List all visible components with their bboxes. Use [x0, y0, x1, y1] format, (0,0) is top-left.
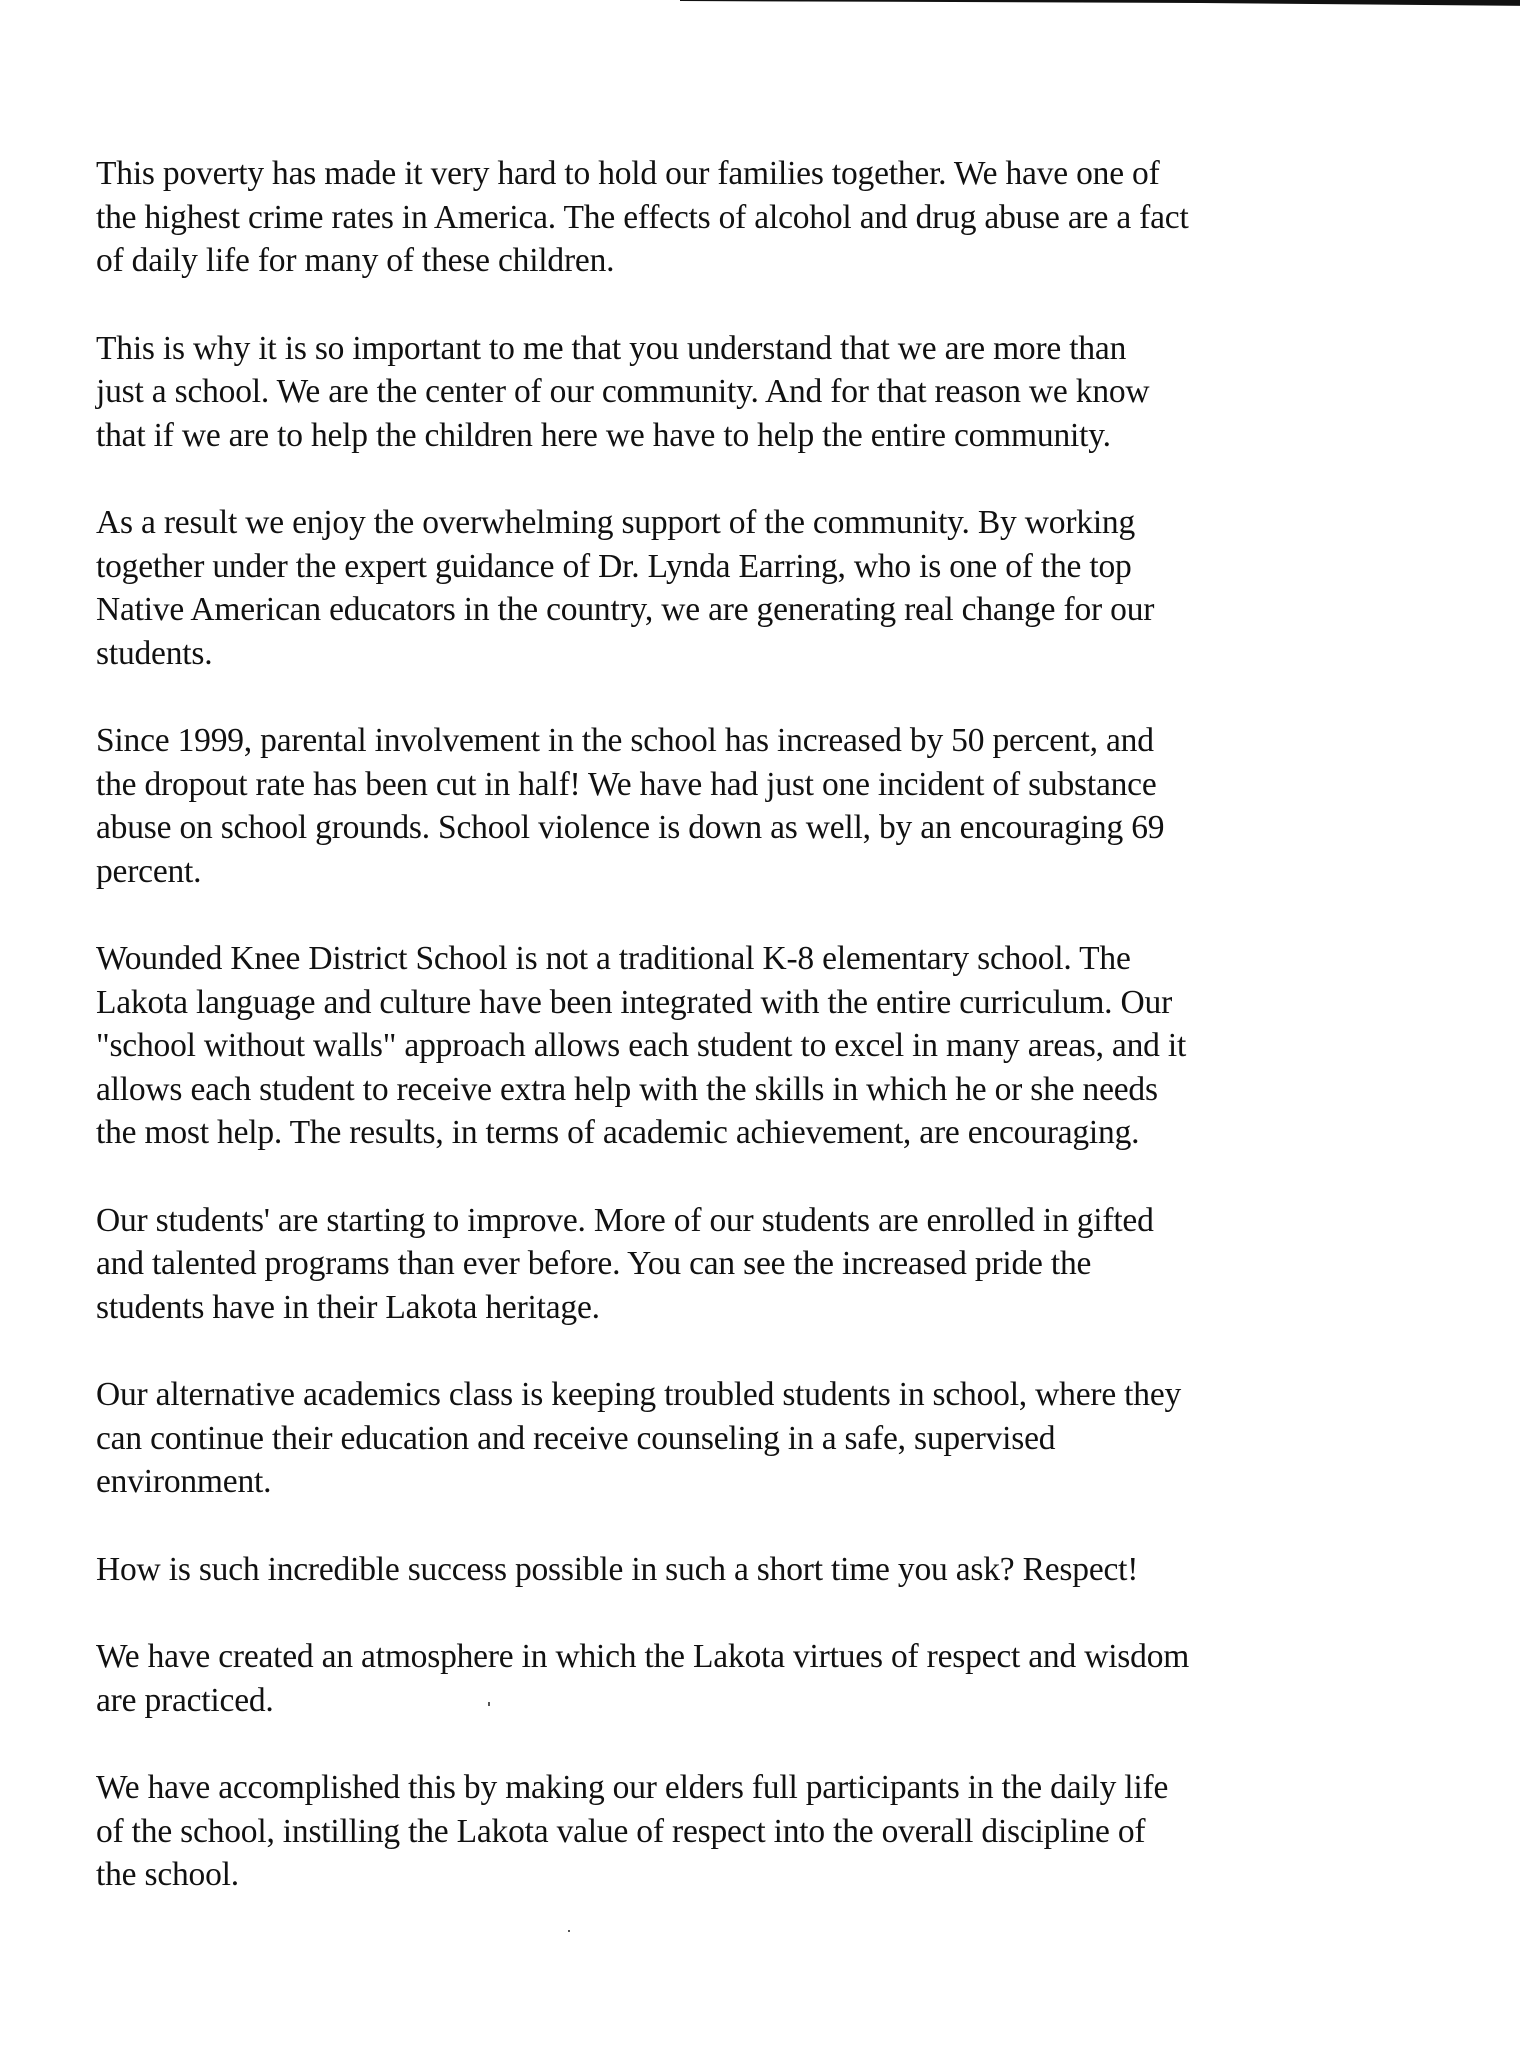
text-line: the school. [96, 1856, 239, 1893]
text-line: abuse on school grounds. School violence is down as well, by an encouraging 69 [96, 809, 1165, 846]
text-line: students have in their Lakota heritage. [96, 1288, 600, 1326]
text-line: This is why it is so important to me that you understand that we are more than [96, 329, 1127, 367]
paragraph-2 [96, 327, 1496, 458]
text-line: We have accomplished this by making our elders full participants in the daily life [96, 1769, 1169, 1806]
text-line: This poverty has made it very hard to hold our families together. We have one of [96, 155, 1160, 192]
paragraph-5 [96, 937, 1496, 1155]
text-line: Since 1999, parental involvement in the school has increased by 50 percent, and [96, 722, 1154, 759]
text-line: students. [96, 634, 213, 672]
scan-edge-line [680, 0, 1520, 10]
text-line: "school without walls" approach allows each student to excel in many areas, and it [96, 1027, 1187, 1064]
text-line: Our students' are starting to improve. More of our students are enrolled in gifted [96, 1201, 1154, 1239]
paragraph-8 [96, 1548, 1496, 1592]
text-line: allows each student to receive extra help with the skills in which he or she needs [96, 1070, 1158, 1108]
text-line: of daily life for many of these children. [96, 242, 615, 279]
paragraph-9 [96, 1635, 1496, 1722]
text-line: can continue their education and receive counseling in a safe, supervised [96, 1419, 1056, 1457]
text-line: percent. [96, 852, 202, 890]
paragraph-1 [96, 152, 1496, 283]
text-line: We have created an atmosphere in which the Lakota virtues of respect and wisdom [96, 1638, 1190, 1675]
paragraph-6 [96, 1199, 1496, 1330]
text-line: are practiced. [96, 1681, 274, 1719]
paragraph-7 [96, 1373, 1496, 1504]
text-line: together under the expert guidance of Dr. Lynda Earring, who is one of the top [96, 547, 1132, 585]
text-line: of the school, instilling the Lakota value of respect into the overall discipline of [96, 1812, 1146, 1850]
text-line: Native American educators in the country, we are generating real change for our [96, 591, 1155, 628]
text-line: Lakota language and culture have been integrated with the entire curriculum. Our [96, 983, 1173, 1021]
document-body [96, 152, 1496, 1941]
text-line: the most help. The results, in terms of academic achievement, are encouraging. [96, 1114, 1140, 1151]
text-line: As a result we enjoy the overwhelming support of the community. By working [96, 504, 1136, 541]
text-line: How is such incredible success possible in such a short time you ask? Respect! [96, 1550, 1139, 1588]
text-line: environment. [96, 1463, 272, 1500]
text-line: that if we are to help the children here we have to help the entire community. [96, 416, 1111, 454]
scan-speck [488, 1702, 490, 1706]
text-line: just a school. We are the center of our community. And for that reason we know [96, 373, 1150, 410]
paragraph-3 [96, 501, 1496, 675]
scan-speck [568, 1930, 570, 1932]
paragraph-10 [96, 1766, 1496, 1897]
text-line: the dropout rate has been cut in half! We have had just one incident of substance [96, 765, 1157, 803]
text-line: Wounded Knee District School is not a traditional K-8 elementary school. The [96, 940, 1131, 977]
text-line: the highest crime rates in America. The effects of alcohol and drug abuse are a fact [96, 198, 1189, 236]
text-line: Our alternative academics class is keeping troubled students in school, where they [96, 1376, 1182, 1413]
paragraph-4 [96, 719, 1496, 893]
text-line: and talented programs than ever before. You can see the increased pride the [96, 1245, 1092, 1282]
